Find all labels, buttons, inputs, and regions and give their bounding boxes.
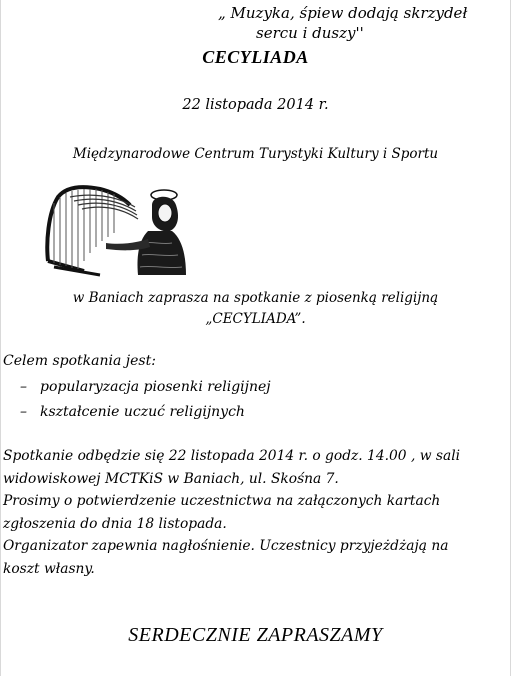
details-line-1: Spotkanie odbędzie się 22 listopada 2014 r. o godz. 14.00 , w sali [3,448,461,464]
details-line-2: widowiskowej MCTKiS w Baniach, ul. Skośna 7. [3,470,339,487]
angel-harp-illustration [40,183,190,279]
invitation-text [0,288,511,330]
dash-bullet: – [20,404,27,420]
invitation-line-2: „CECYLIADA”. [205,311,306,327]
goal-text: kształcenie uczuć religijnych [40,404,245,420]
list-item [20,400,271,425]
details-line-4: zgłoszenia do dnia 18 listopada. [3,515,227,532]
event-date: 22 listopada 2014 r. [182,97,329,113]
motto-quote [218,3,508,43]
event-title: CECYLIADA [202,47,309,67]
motto-line-1: „ Muzyka, śpiew dodają skrzydeł [218,4,468,22]
goals-list [20,375,271,425]
event-details [3,445,508,580]
details-line-3: Prosimy o potwierdzenie uczestnictwa na załączonych kartach [3,493,441,509]
goal-text: popularyzacja piosenki religijnej [40,379,271,395]
details-line-5: Organizator zapewnia nagłośnienie. Uczestnicy przyjeżdżają na [3,538,449,554]
organizer-name: Międzynarodowe Centrum Turystyki Kultury i Sportu [72,146,439,162]
list-item [20,375,271,400]
closing-invitation: SERDECZNIE ZAPRASZAMY [128,624,383,646]
goals-heading: Celem spotkania jest: [3,353,156,369]
details-line-6: koszt własny. [3,560,95,577]
dash-bullet: – [20,379,27,395]
invitation-line-1: w Baniach zaprasza na spotkanie z piosenką religijną [72,290,439,306]
motto-line-2: sercu i duszy'' [256,24,364,42]
